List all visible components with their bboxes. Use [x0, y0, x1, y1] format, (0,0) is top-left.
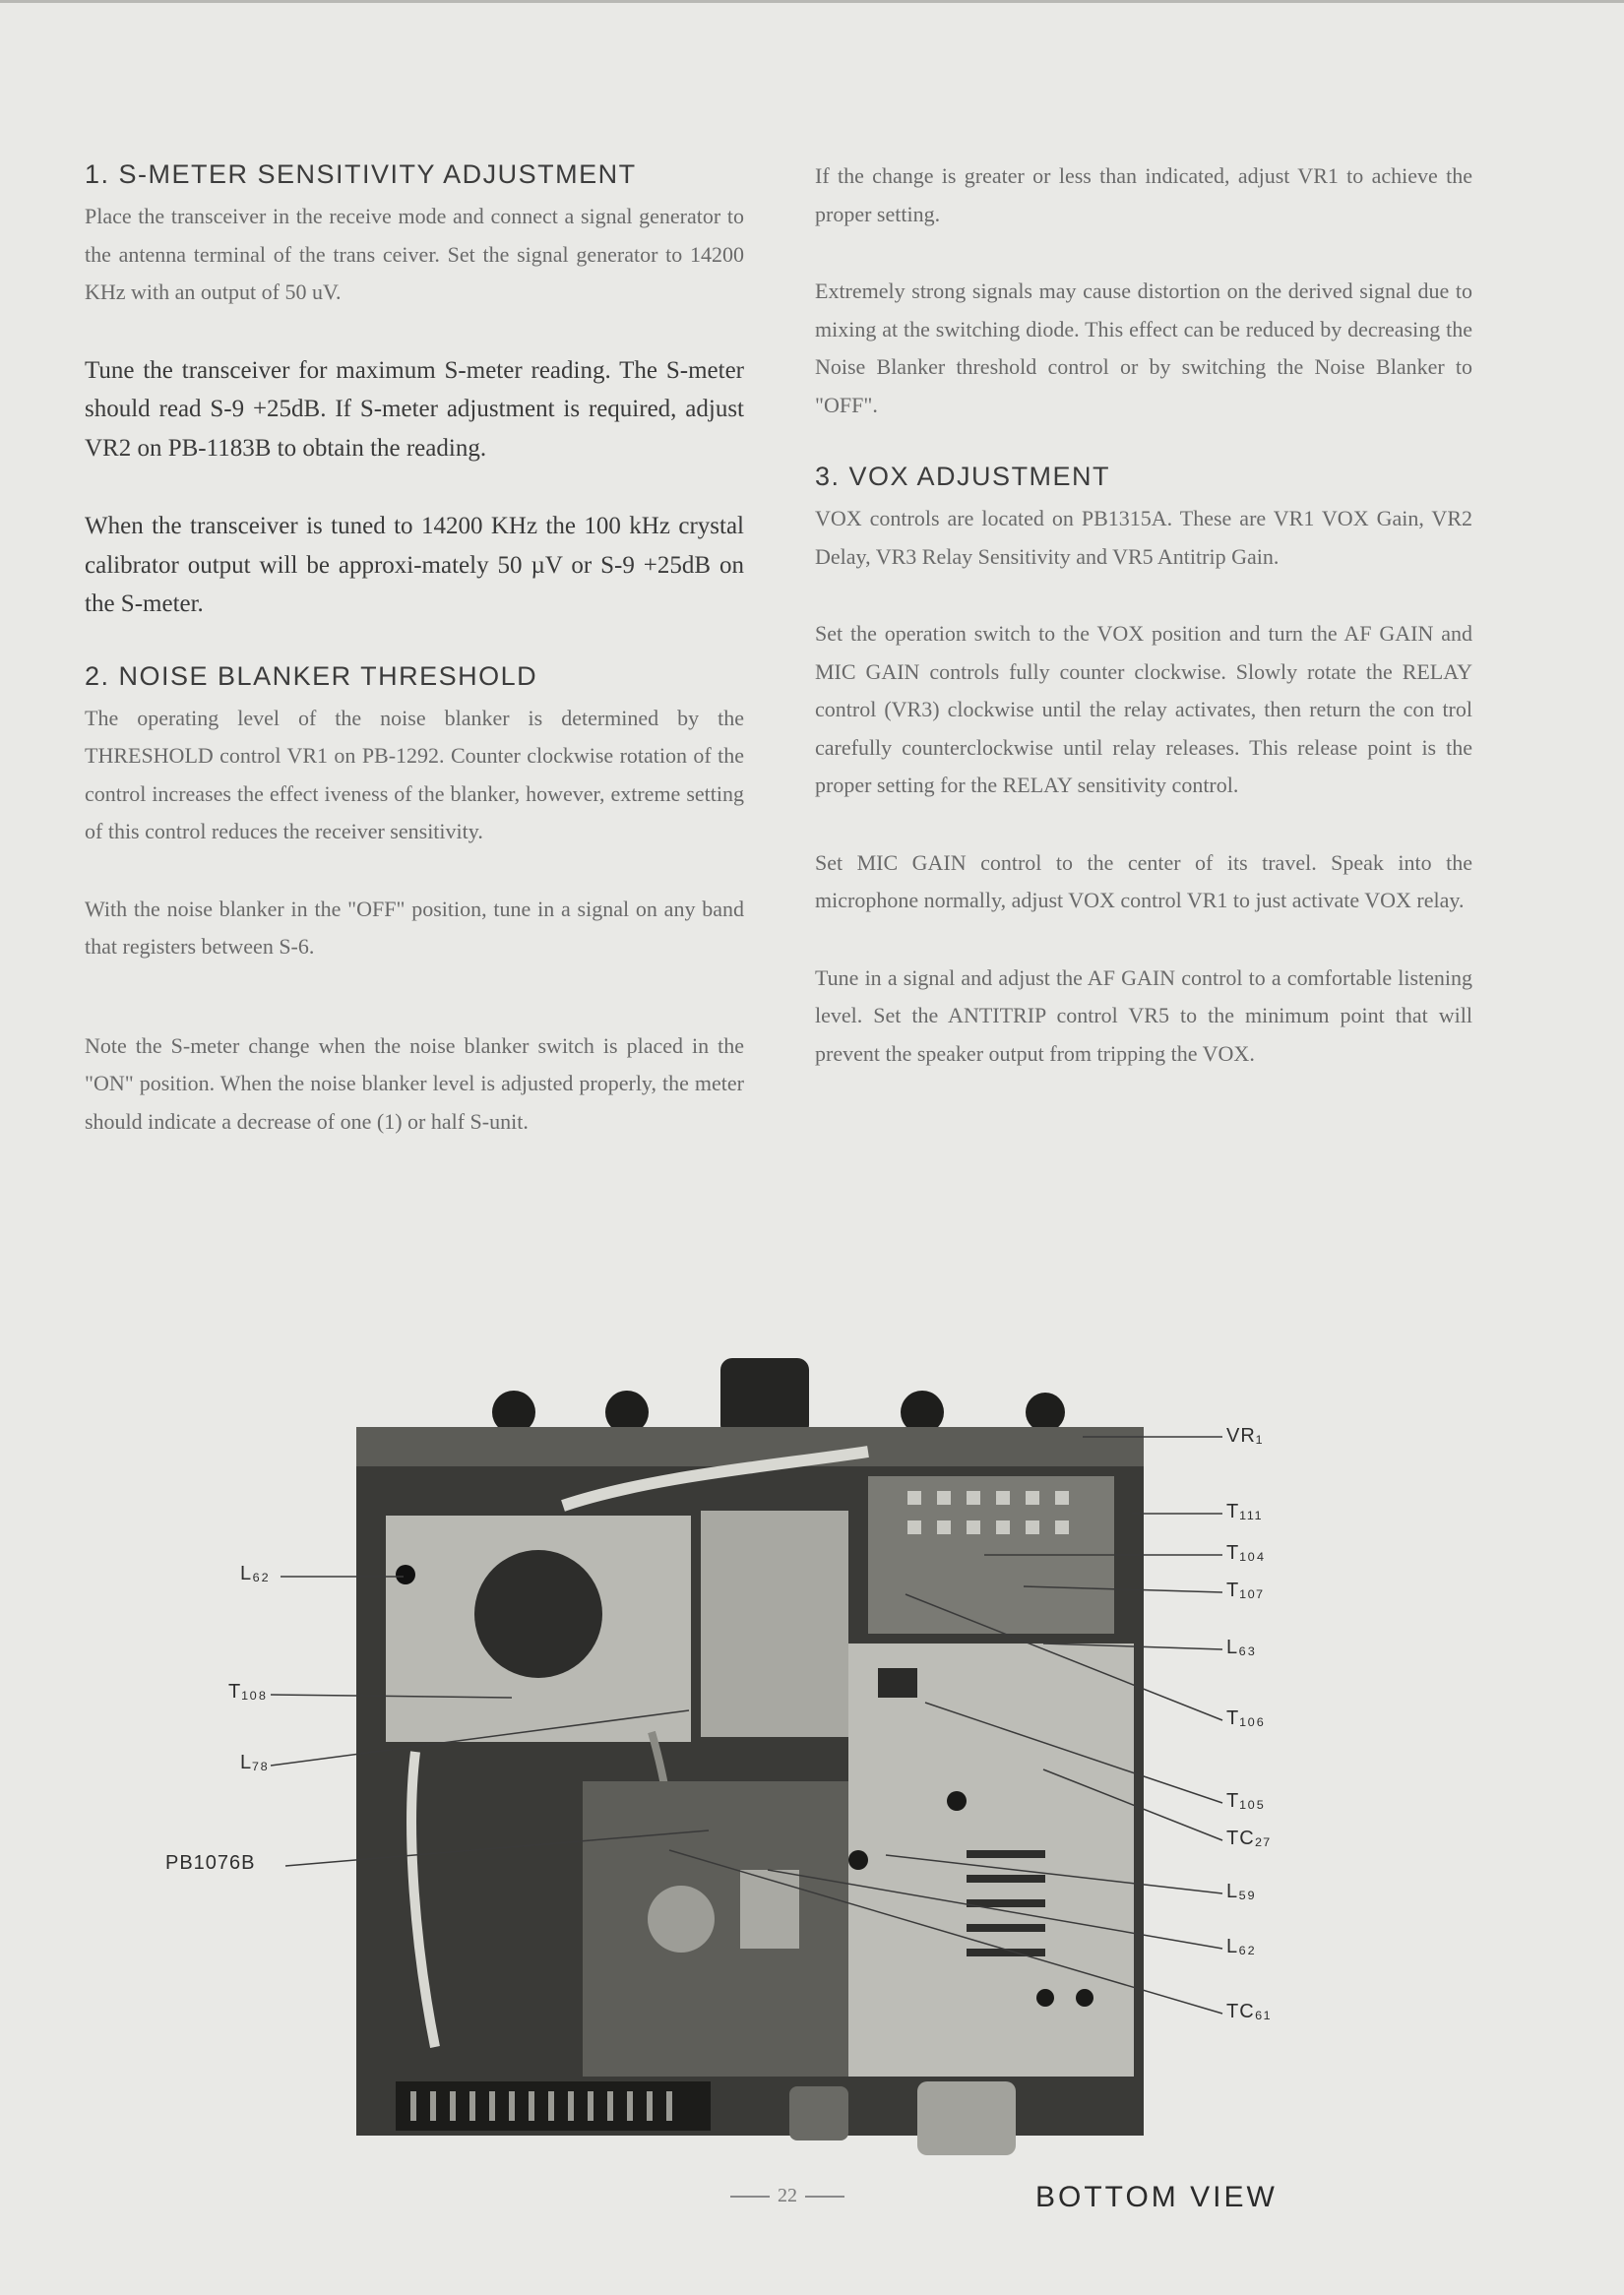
label-t104: T₁₀₄ [1226, 1542, 1266, 1564]
section3-paragraph-1: VOX controls are located on PB1315A. These are VR1 VOX Gain, VR2 Delay, VR3 Relay Sensitivity and VR5 Antitrip Gain. [815, 506, 1472, 569]
bottom-view-figure [0, 1358, 1624, 2175]
chassis-illustration [356, 1358, 1144, 2165]
label-tc61: TC₆₁ [1226, 2001, 1272, 2022]
left-column [85, 157, 744, 1141]
label-t106: T₁₀₆ [1226, 1707, 1266, 1729]
noise-blanker-paragraph-4: If the change is greater or less than indicated, adjust VR1 to achieve the proper setting. [815, 163, 1472, 226]
section3-paragraph-2: Set the operation switch to the VOX position and turn the AF GAIN and MIC GAIN controls fully counter clockwise. Slowly rotate the RELAY control (VR3) clockwise until the relay activates, then return the con trol carefully counterclockwise until relay releases. This release point is the proper setting for the RELAY sensitivity control. [815, 621, 1472, 798]
label-tc27: TC₂₇ [1226, 1828, 1272, 1849]
label-l62-right: L₆₂ [1226, 1936, 1256, 1957]
section1-paragraph-2: Tune the transceiver for maximum S-meter reading. The S-meter should read S-9 +25dB. If S-meter adjustment is required, adjust VR2 on PB-1183B to obtain the reading. [85, 356, 744, 462]
label-t107: T₁₀₇ [1226, 1580, 1265, 1601]
section2-paragraph-1: The operating level of the noise blanker is determined by the THRESHOLD control VR1 on PB-1292. Counter clockwise rotation of the control increases the effect iveness of the blanker, however, extreme setting of this control reduces the receiver sensitivity. [85, 705, 744, 844]
section2-paragraph-2: With the noise blanker in the "OFF" position, tune in a signal on any band that registers between S-6. [85, 896, 744, 960]
section1-paragraph-1: Place the transceiver in the receive mode and connect a signal generator to the antenna terminal of the trans ceiver. Set the signal generator to 14200 KHz with an output of 50 uV. [85, 204, 744, 305]
section3-heading: 3. VOX ADJUSTMENT [815, 462, 1111, 491]
top-rule [0, 0, 1624, 3]
label-t108: T₁₀₈ [228, 1681, 268, 1703]
noise-blanker-paragraph-5: Extremely strong signals may cause distortion on the derived signal due to mixing at the switching diode. This effect can be reduced by decreasing the Noise Blanker threshold control or by switching the Noise Blanker to "OFF". [815, 279, 1472, 417]
page-number-text: 22 [778, 2185, 797, 2206]
label-l78: L₇₈ [240, 1752, 270, 1773]
section3-paragraph-4: Tune in a signal and adjust the AF GAIN control to a comfortable listening level. Set the ANTITRIP control VR5 to the minimum point that will prevent the speaker output from tripping the VOX. [815, 964, 1472, 1066]
label-vr1: VR₁ [1226, 1425, 1264, 1447]
section2-paragraph-3: Note the S-meter change when the noise blanker switch is placed in the "ON" position. When the noise blanker level is adjusted properly, the meter should indicate a decrease of one (1) or half S-unit. [85, 1032, 744, 1134]
section3-paragraph-3: Set MIC GAIN control to the center of its travel. Speak into the microphone normally, adjust VOX control VR1 to just activate VOX relay. [815, 849, 1472, 913]
label-t105: T₁₀₅ [1226, 1790, 1266, 1812]
section1-paragraph-3: When the transceiver is tuned to 14200 KHz the 100 kHz crystal calibrator output will be approxi-mately 50 µV or S-9 +25dB on the S-meter. [85, 513, 744, 618]
chassis-photo [356, 1358, 1144, 2165]
section2-heading: 2. NOISE BLANKER THRESHOLD [85, 660, 538, 691]
page-number [709, 2185, 866, 2207]
section1-heading: 1. S-METER SENSITIVITY ADJUSTMENT [85, 159, 637, 189]
right-column [815, 157, 1472, 1073]
label-l59: L₅₉ [1226, 1881, 1257, 1902]
label-l63: L₆₃ [1226, 1637, 1257, 1658]
figure-caption: BOTTOM VIEW [1035, 2181, 1278, 2213]
label-t111: T₁₁₁ [1226, 1501, 1263, 1522]
label-pb1076b: PB1076B [165, 1852, 256, 1874]
label-l62: L₆₂ [240, 1563, 270, 1584]
